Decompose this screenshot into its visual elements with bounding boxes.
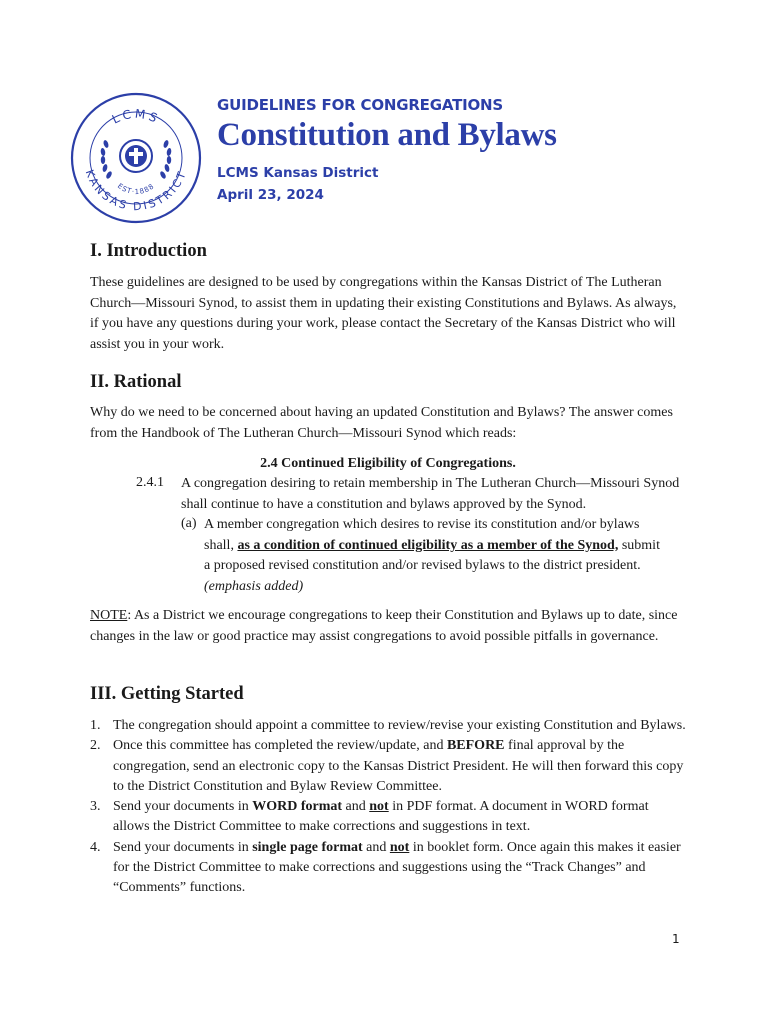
handbook-quote-text: A congregation desiring to retain membership in The Lutheran Church—Missouri Synod shall continue to have a constitution and bylaws approved by the Synod. [181,476,680,512]
logo-top-text: LCMS [109,106,163,127]
luther-rose-cross-icon [120,140,152,172]
note-paragraph: NOTE: As a District we encourage congregations to keep their Constitution and Bylaws up to date, since changes in the law or good practice may assist congregations to avoid possible pitfalls in governance. [90,608,678,644]
logo-est-text: EST·1888 [115,182,157,197]
handbook-quote-number: 2.4.1 [136,475,164,490]
wheat-right-icon [159,139,172,179]
document-kicker: GUIDELINES FOR CONGREGATIONS [217,96,504,114]
section-heading-getting-started: III. Getting Started [90,684,244,704]
emphasized-condition: as a condition of continued eligibility as a member of the Synod, [237,537,619,553]
section-heading-introduction: I. Introduction [90,241,207,261]
handbook-quote-title: 2.4 Continued Eligibility of Congregations. [260,456,516,471]
rational-paragraph: Why do we need to be concerned about having an updated Constitution and Bylaws? The answer comes from the Handbook of The Lutheran Church—Missouri Synod which reads: [90,405,673,441]
note-label: NOTE [90,608,128,623]
svg-text:LCMS [110,107,162,127]
emphasis-note: (emphasis added) [204,579,304,595]
wheat-left-icon [100,139,113,179]
document-date: April 23, 2024 [217,187,324,203]
logo-bottom-text: KANSAS DISTRICT [82,167,190,214]
handbook-subclause-mark: (a) [181,516,197,531]
document-title: Constitution and Bylaws [217,117,557,153]
svg-text:EST·1888 [116,182,156,196]
lcms-kansas-district-seal-logo [70,92,202,224]
document-organization: LCMS Kansas District [217,165,379,181]
getting-started-list [90,716,686,899]
list-item: 4. Send your documents in single page format and not in booklet form. Once again this makes it easier for the District Committee to make corrections and suggestions using the “Track Changes” and “Comments” functions. [90,839,681,896]
introduction-paragraph: These guidelines are designed to be used by congregations within the Kansas District of The Lutheran Church—Missouri Synod, to assist them in updating their existing Constitutions and Bylaws. As always, if you have any questions during your work, please contact the Secretary of the Kansas District who will assist you in your work. [90,275,677,353]
section-heading-rational: II. Rational [90,372,182,392]
page-number: 1 [672,932,680,946]
list-item: 3. Send your documents in WORD format and not in PDF format. A document in WORD format allows the District Committee to make corrections and suggestions in text. [90,799,649,835]
handbook-subclause-text: A member congregation which desires to revise its constitution and/or bylaws shall, as a condition of continued eligibility as a member of the Synod, submit a proposed revised constitution and/or revised bylaws to the district president. (emphasis added) [204,517,660,595]
list-item: 2. Once this committee has completed the review/update, and BEFORE final approval by the congregation, send an electronic copy to the Kansas District President. He will then forward this copy to the District Constitution and Bylaw Review Committee. [90,738,684,794]
list-item: 1. The congregation should appoint a committee to review/revise your existing Constitution and Bylaws. [90,718,686,733]
